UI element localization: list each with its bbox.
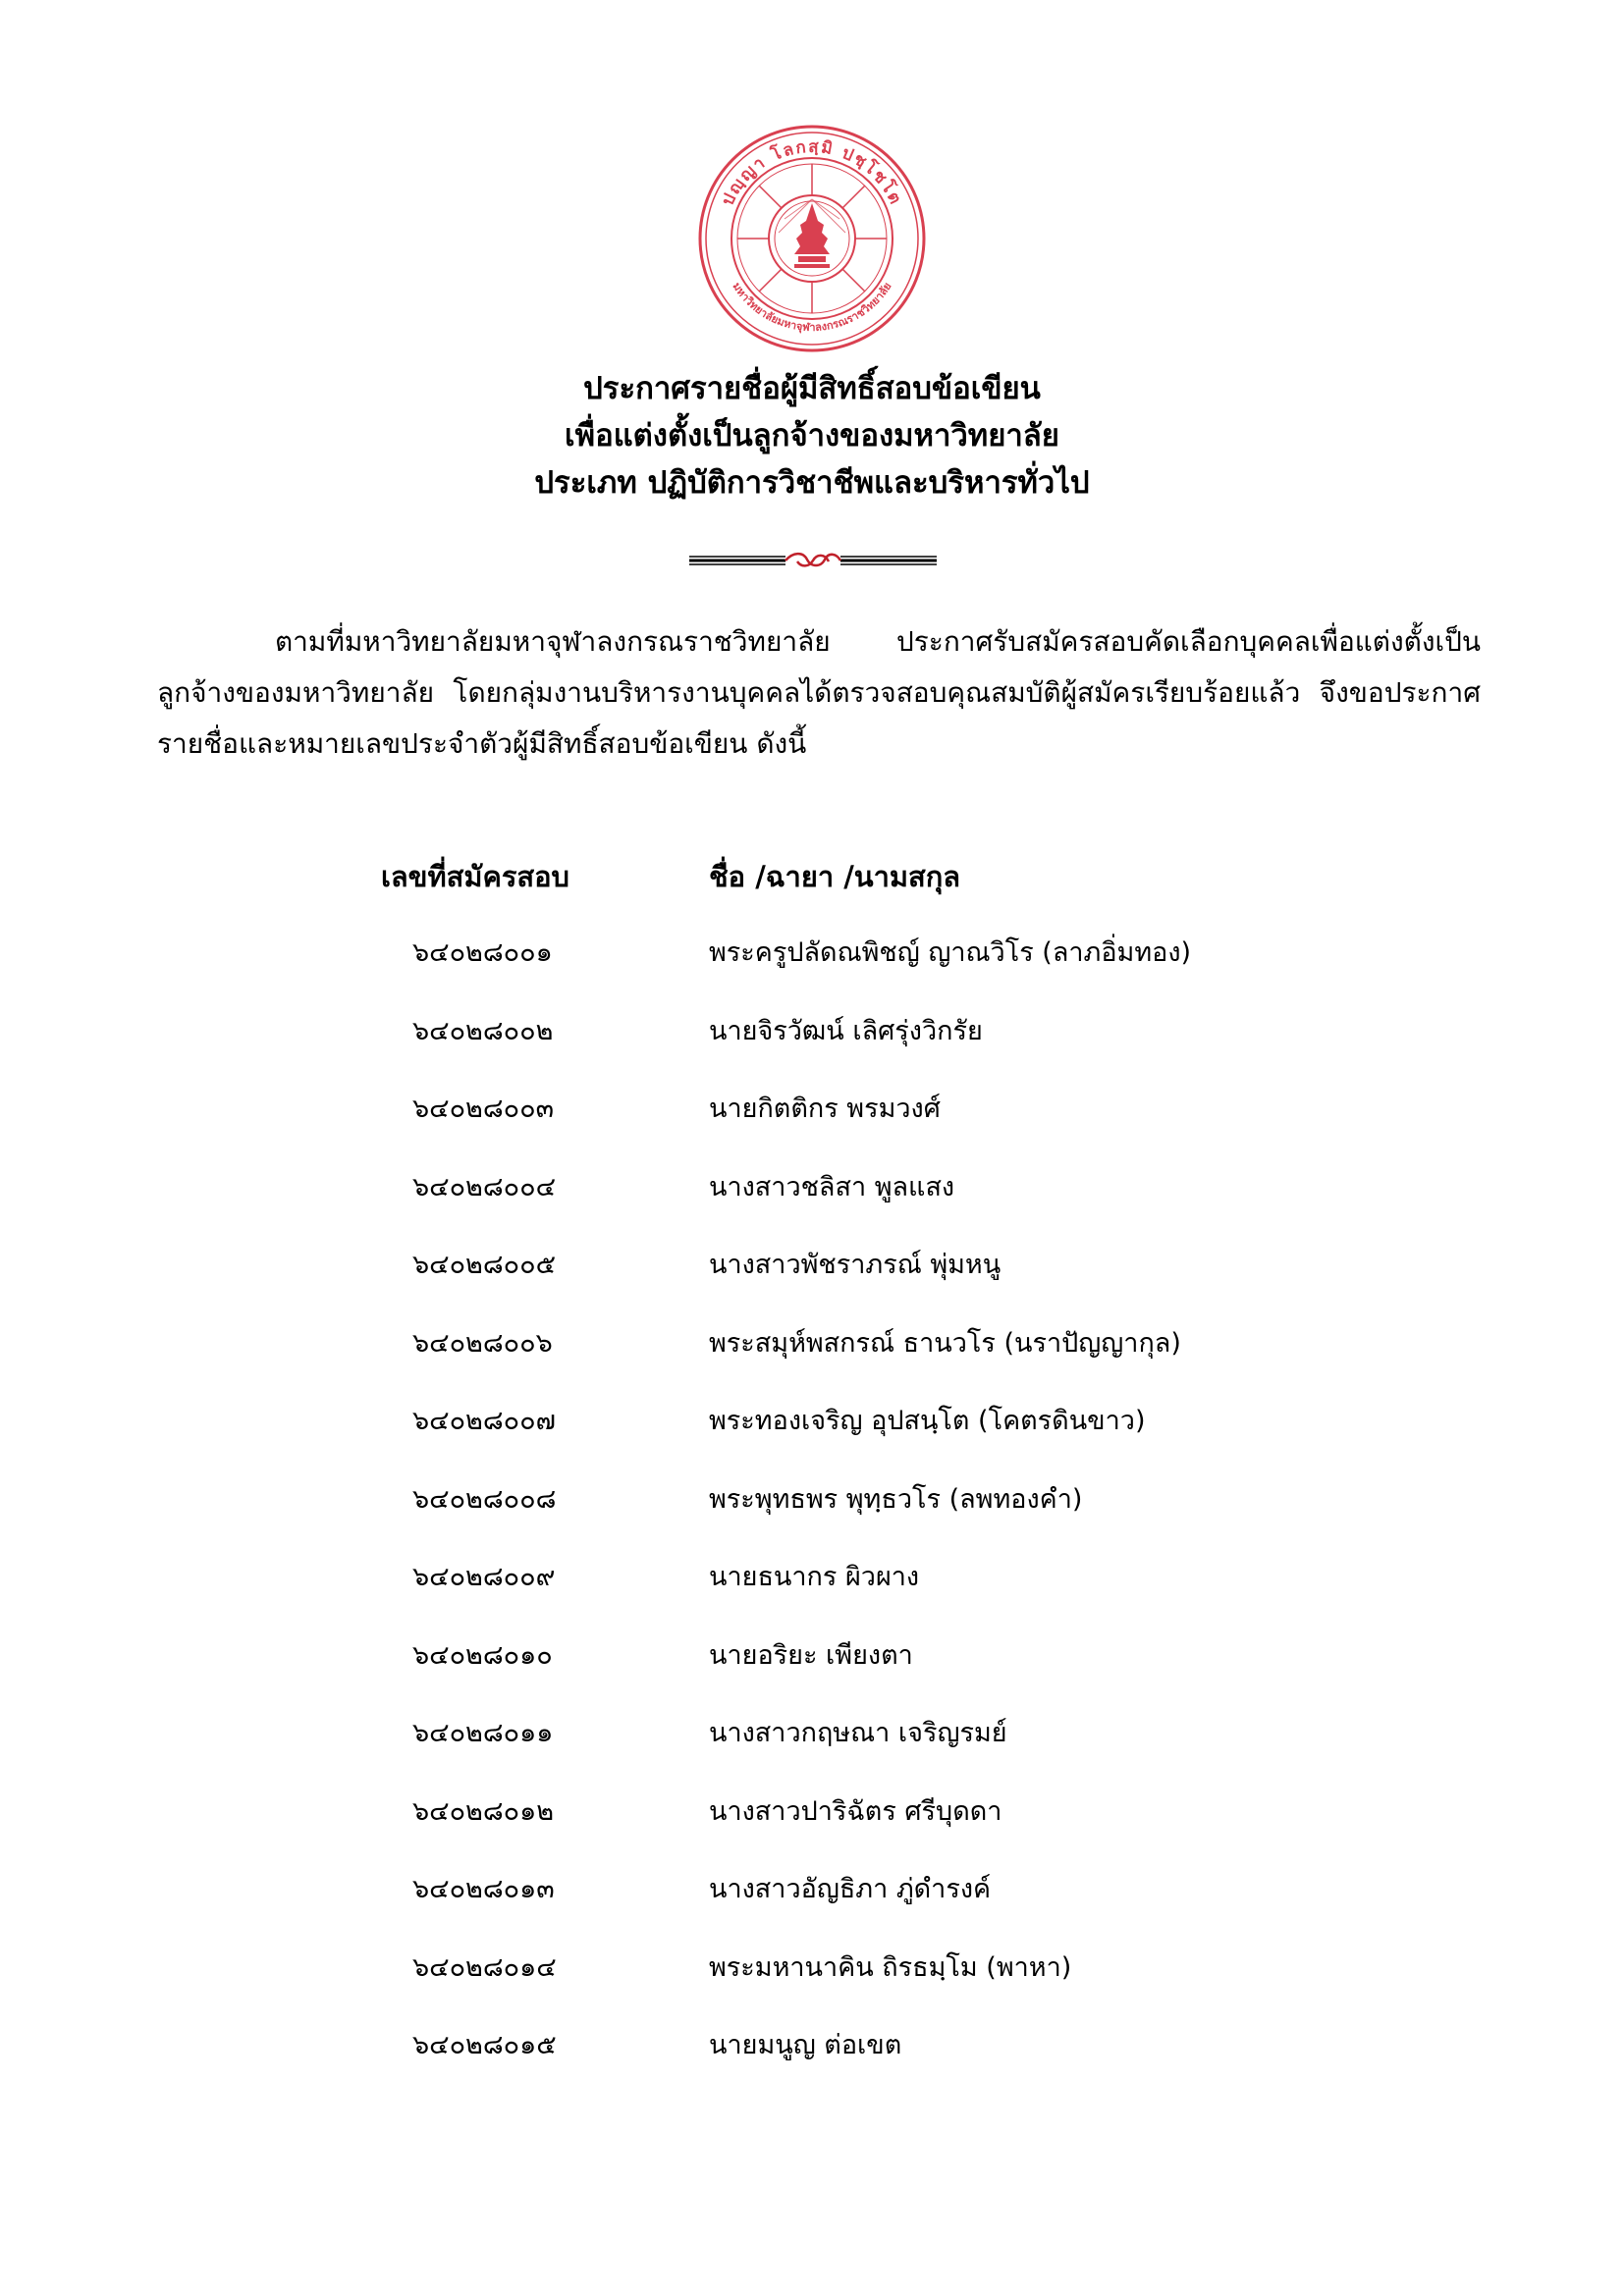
table-row xyxy=(0,1555,1624,1633)
intro-text: ตามที่มหาวิทยาลัยมหาจุฬาลงกรณราชวิทยาลัย ประกาศรับสมัครสอบคัดเลือกบุคคลเพื่อแต่งตั้งเป็นลูกจ้างของมหาวิทยาลัย โดยกลุ่มงานบริหารงานบุคคลได้ตรวจสอบคุณสมบัติผู้สมัครเรียบร้อยแล้ว จึงขอประกาศรายชื่อและหมายเลขประจำตัวผู้มีสิทธิ์สอบข้อเขียน ดังนี้ xyxy=(157,625,1481,760)
candidate-name: พระมหานาคิน ถิรธมฺโม (พาหา) xyxy=(709,1951,1072,1983)
application-number: ๖๔๐๒๘๐๑๑ xyxy=(412,1718,554,1748)
svg-text:มหาวิทยาลัยมหาจุฬาลงกรณราชวิทย: มหาวิทยาลัยมหาจุฬาลงกรณราชวิทยาลัย xyxy=(730,280,894,335)
candidate-name: นายมนูญ ต่อเขต xyxy=(709,2030,902,2060)
table-row xyxy=(0,1946,1624,2024)
table-row xyxy=(0,1711,1624,1789)
candidate-name: นายอริยะ เพียงตา xyxy=(709,1639,913,1671)
header-name: ชื่อ /ฉายา /นามสกุล xyxy=(709,860,961,893)
table-row xyxy=(0,1633,1624,1712)
table-row xyxy=(0,1165,1624,1244)
candidate-name: นางสาวปาริฉัตร ศรีบุดดา xyxy=(709,1795,1002,1827)
candidate-name: นางสาวอัญธิภา ภู่ดำรงค์ xyxy=(709,1874,992,1904)
candidate-name: นางสาวชลิสา พูลแสง xyxy=(709,1171,955,1202)
application-number: ๖๔๐๒๘๐๑๔ xyxy=(412,1951,557,1983)
application-number: ๖๔๐๒๘๐๐๕ xyxy=(412,1250,557,1280)
candidate-list xyxy=(0,931,1624,2102)
application-number: ๖๔๐๒๘๐๐๖ xyxy=(412,1327,553,1359)
application-number: ๖๔๐๒๘๐๐๑ xyxy=(412,937,553,968)
candidate-name: พระพุทธพร พุทฺธวโร (ลพทองคำ) xyxy=(709,1483,1083,1515)
application-number: ๖๔๐๒๘๐๑๒ xyxy=(412,1795,555,1827)
candidate-name: นางสาวพัชราภรณ์ พุ่มหนู xyxy=(709,1250,1001,1280)
application-number: ๖๔๐๒๘๐๐๘ xyxy=(412,1483,557,1515)
title-line-3: ประเภท ปฏิบัติการวิชาชีพและบริหารทั่วไป xyxy=(534,465,1090,501)
title-line-2: เพื่อแต่งตั้งเป็นลูกจ้างของมหาวิทยาลัย xyxy=(565,418,1059,454)
table-row xyxy=(0,1477,1624,1556)
table-row xyxy=(0,1789,1624,1868)
candidate-name: นายกิตติกร พรมวงศ์ xyxy=(709,1094,941,1124)
ornament-divider xyxy=(687,546,939,575)
title-line-1: ประกาศรายชื่อผู้มีสิทธิ์สอบข้อเขียน xyxy=(583,371,1041,406)
table-row xyxy=(0,1009,1624,1088)
announcement-title xyxy=(0,365,1624,507)
candidate-table-header xyxy=(0,854,1624,903)
svg-text:ปญฺญา โลกสฺมิ ปชฺโชโต: ปญฺญา โลกสฺมิ ปชฺโชโต xyxy=(718,136,906,209)
candidate-name: พระทองเจริญ อุปสนฺโต (โคตรดินขาว) xyxy=(709,1406,1146,1436)
header-application-number: เลขที่สมัครสอบ xyxy=(381,860,569,893)
application-number: ๖๔๐๒๘๐๐๒ xyxy=(412,1015,554,1046)
application-number: ๖๔๐๒๘๐๑๓ xyxy=(412,1874,555,1904)
table-row xyxy=(0,1321,1624,1400)
table-row xyxy=(0,2023,1624,2102)
application-number: ๖๔๐๒๘๐๑๐ xyxy=(412,1639,553,1671)
table-row xyxy=(0,1243,1624,1321)
table-row xyxy=(0,931,1624,1009)
application-number: ๖๔๐๒๘๐๐๓ xyxy=(412,1094,555,1124)
application-number: ๖๔๐๒๘๐๐๙ xyxy=(412,1562,556,1592)
table-row xyxy=(0,1087,1624,1165)
candidate-name: นายธนากร ผิวผาง xyxy=(709,1562,920,1592)
candidate-name: นางสาวกฤษณา เจริญรมย์ xyxy=(709,1718,1007,1748)
table-row xyxy=(0,1867,1624,1946)
intro-paragraph xyxy=(157,616,1481,770)
candidate-name: พระครูปลัดณพิชญ์ ญาณวิโร (ลาภอิ่มทอง) xyxy=(709,937,1192,968)
application-number: ๖๔๐๒๘๐๐๔ xyxy=(412,1171,557,1202)
application-number: ๖๔๐๒๘๐๐๗ xyxy=(412,1406,556,1436)
university-seal xyxy=(696,123,928,354)
application-number: ๖๔๐๒๘๐๑๕ xyxy=(412,2030,557,2060)
candidate-name: นายจิรวัฒน์ เลิศรุ่งวิกรัย xyxy=(709,1015,983,1046)
table-row xyxy=(0,1399,1624,1477)
candidate-name: พระสมุห์พสกรณ์ ธานวโร (นราปัญญากุล) xyxy=(709,1327,1181,1359)
